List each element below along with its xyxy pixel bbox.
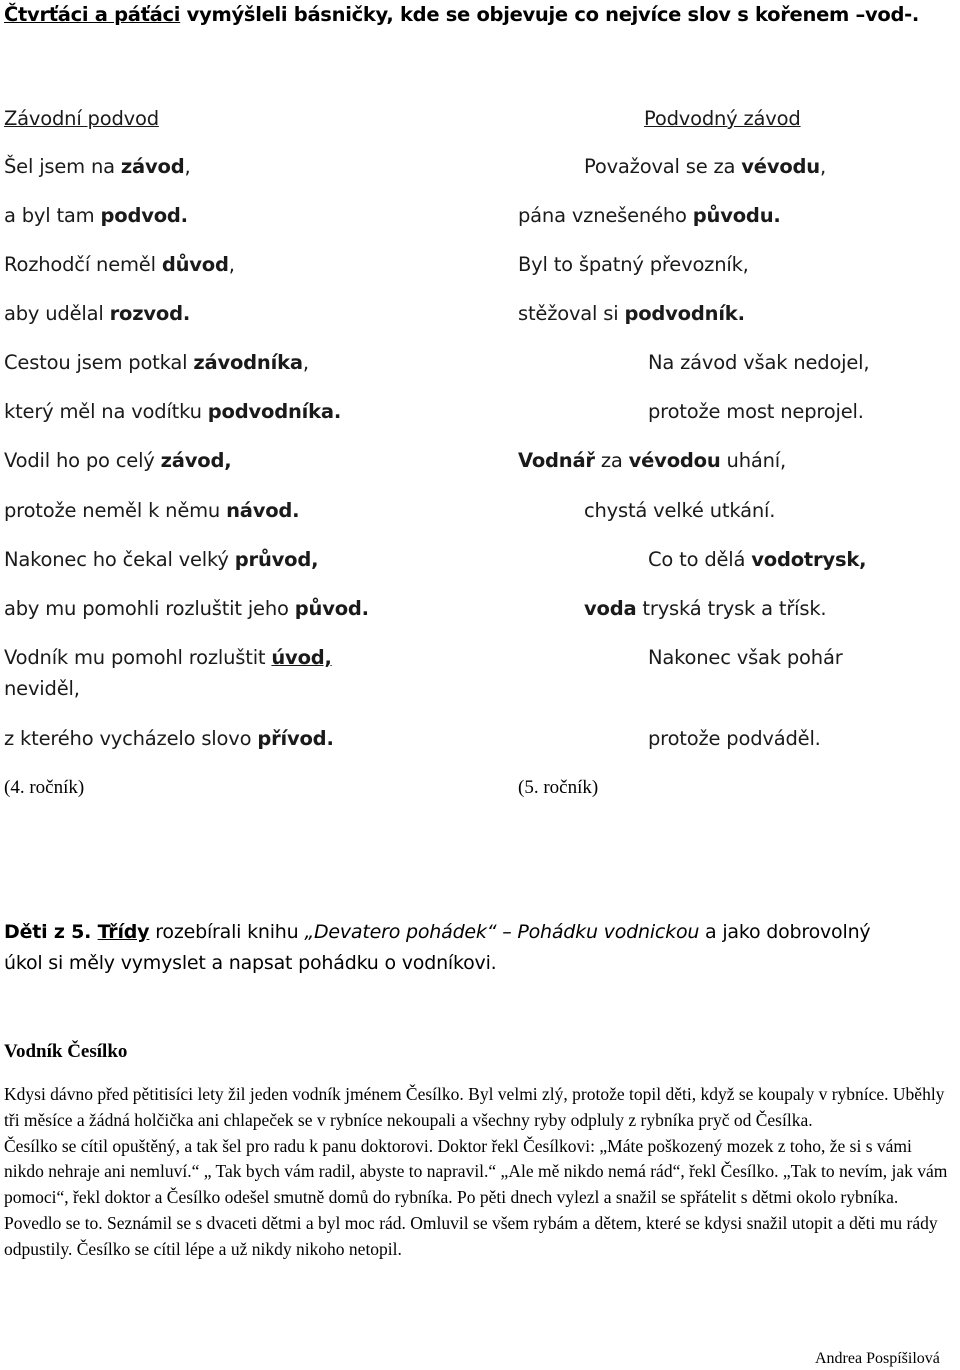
- text-segment: Vodník mu pomohl rozluštit: [4, 646, 272, 669]
- story-title: Vodník Česílko: [4, 1041, 128, 1062]
- text-segment: protože most neprojel.: [648, 400, 864, 423]
- highlighted-word: Třídy: [97, 921, 150, 943]
- text-segment: ,: [302, 351, 309, 374]
- highlighted-word: vévodu: [741, 155, 820, 178]
- text-segment: chystá velké utkání.: [584, 499, 776, 522]
- poem-right-title: [644, 107, 801, 130]
- intro-highlight: Čtvrťáci a páťáci: [4, 3, 181, 26]
- text-segment: Rozhodčí neměl: [4, 253, 162, 276]
- poem-left-title: [4, 107, 159, 130]
- poem-right-line: [584, 155, 826, 178]
- story-paragraph-1: Kdysi dávno před pětitisíci lety žil jeden vodník jménem Česílko. Byl velmi zlý, protože topil děti, když se koupaly v rybníce. Uběhly tři měsíce a žádná holčička ani chlapeček se v rybníce nekoupali a všechny ryby odpluly z rybníka pryč od Česílka.: [4, 1084, 945, 1130]
- highlighted-word: přívod.: [257, 727, 334, 750]
- poem-left-line: [4, 155, 190, 178]
- highlighted-word: průvod,: [234, 548, 319, 571]
- text-segment: pána vznešeného: [518, 204, 693, 227]
- poem-right-line: [518, 253, 749, 276]
- poem-left-line: [4, 646, 332, 669]
- highlighted-word: rozvod.: [109, 302, 191, 325]
- poem-right-title-text: Podvodný závod: [644, 107, 801, 130]
- text-segment: Cestou jsem potkal: [4, 351, 194, 374]
- poem-right-line: [648, 548, 866, 571]
- class-note-line-1: [4, 917, 952, 948]
- text-segment: aby udělal: [4, 302, 110, 325]
- highlighted-word: podvodník.: [624, 302, 745, 325]
- text-segment: Šel jsem na: [4, 155, 121, 178]
- text-segment: z kterého vycházelo slovo: [4, 727, 258, 750]
- poem-right-line: [648, 351, 869, 374]
- highlighted-word: Děti z 5.: [4, 921, 98, 943]
- poem-right-line: [518, 449, 786, 472]
- text-segment: Nakonec však pohár: [648, 646, 843, 669]
- poem-left-line: [4, 302, 190, 325]
- poem-left-line: [4, 253, 235, 276]
- poem-left-line: [4, 499, 299, 522]
- highlighted-word: podvod.: [100, 204, 188, 227]
- poem-left-line: [4, 597, 369, 620]
- poem-left-line: [4, 351, 309, 374]
- text-segment: ,: [184, 155, 191, 178]
- text-segment: a byl tam: [4, 204, 101, 227]
- text-segment: aby mu pomohli rozluštit jeho: [4, 597, 295, 620]
- highlighted-word: původ.: [294, 597, 369, 620]
- text-segment: Byl to špatný převozník,: [518, 253, 749, 276]
- text-segment: protože neměl k němu: [4, 499, 227, 522]
- poem-left-line: [4, 677, 80, 700]
- grade-4: (4. ročník): [4, 777, 85, 798]
- poem-left-line: [4, 204, 188, 227]
- class-note-line-2: úkol si měly vymyslet a napsat pohádku o vodníkovi.: [4, 952, 497, 974]
- highlighted-word: důvod: [161, 253, 229, 276]
- highlighted-word: původu.: [692, 204, 781, 227]
- text-segment: neviděl,: [4, 677, 80, 700]
- highlighted-word: úvod,: [271, 646, 332, 669]
- highlighted-word: voda: [584, 597, 637, 620]
- poem-right-line: [648, 727, 821, 750]
- highlighted-word: návod.: [226, 499, 300, 522]
- text-segment: uhání,: [720, 449, 786, 472]
- grade-5: (5. ročník): [518, 777, 599, 798]
- story-paragraph-2: Česílko se cítil opuštěný, a tak šel pro radu k panu doktorovi. Doktor řekl Česílkovi: „Máte poškozený mozek z toho, že si s vámi nikdo nehraje ani nemluví.“ „ Tak bych vám radil, abyste to napravil.“ „Ale mě nikdo nemá rád“, řekl Česílko. „Tak to nevím, jak vám pomoci“, řekl doktor a Česílko odešel smutně domů do rybníka. Po pěti dnech vylezl a snažil se spřátelit s dětmi okolo rybníka. Povedlo se to. Seznámil se s dvaceti dětmi a byl moc rád. Omluvil se všem rybám a dětem, které se kdysi snažil utopit a děti mu rády odpustily. Česílko se cítil lépe a už nikdy nikoho netopil.: [4, 1135, 948, 1259]
- text-segment: Vodil ho po celý: [4, 449, 161, 472]
- highlighted-word: závod: [120, 155, 185, 178]
- poem-right-line: [584, 597, 826, 620]
- intro-text: vymýšleli básničky, kde se objevuje co nejvíce slov s kořenem –vod-.: [180, 3, 920, 26]
- story-body: [4, 1082, 950, 1263]
- poem-left-line: [4, 548, 318, 571]
- text-segment: Co to dělá: [648, 548, 752, 571]
- text-segment: Na závod však nedojel,: [648, 351, 870, 374]
- poem-right-line: [518, 204, 781, 227]
- text-segment: ,: [228, 253, 235, 276]
- highlighted-word: podvodníka.: [207, 400, 342, 423]
- highlighted-word: závodníka: [193, 351, 303, 374]
- poem-right-line: [648, 400, 864, 423]
- highlighted-word: vodotrysk,: [751, 548, 867, 571]
- poem-left-title-text: Závodní podvod: [4, 107, 159, 130]
- text-segment: Nakonec ho čekal velký: [4, 548, 235, 571]
- author-signature: Andrea Pospíšilová: [815, 1350, 940, 1367]
- text-segment: který měl na vodítku: [4, 400, 208, 423]
- poem-left-line: [4, 449, 231, 472]
- text-segment: „Devatero pohádek“ – Pohádku vodnickou: [304, 921, 700, 943]
- poem-right-line: [518, 302, 745, 325]
- highlighted-word: závod,: [160, 449, 232, 472]
- poem-right-line: [648, 646, 843, 669]
- text-segment: rozebírali knihu: [149, 921, 305, 943]
- text-segment: protože podváděl.: [648, 727, 821, 750]
- class-note: [4, 917, 952, 979]
- poem-left-line: [4, 400, 341, 423]
- text-segment: a jako dobrovolný: [699, 921, 871, 943]
- highlighted-word: Vodnář: [518, 449, 595, 472]
- poem-right-line: [584, 499, 775, 522]
- text-segment: ,: [819, 155, 826, 178]
- text-segment: tryská trysk a třísk.: [636, 597, 827, 620]
- text-segment: za: [594, 449, 629, 472]
- text-segment: stěžoval si: [518, 302, 625, 325]
- highlighted-word: vévodou: [628, 449, 721, 472]
- poem-left-line: [4, 727, 334, 750]
- text-segment: Považoval se za: [584, 155, 742, 178]
- intro-heading: [4, 3, 919, 26]
